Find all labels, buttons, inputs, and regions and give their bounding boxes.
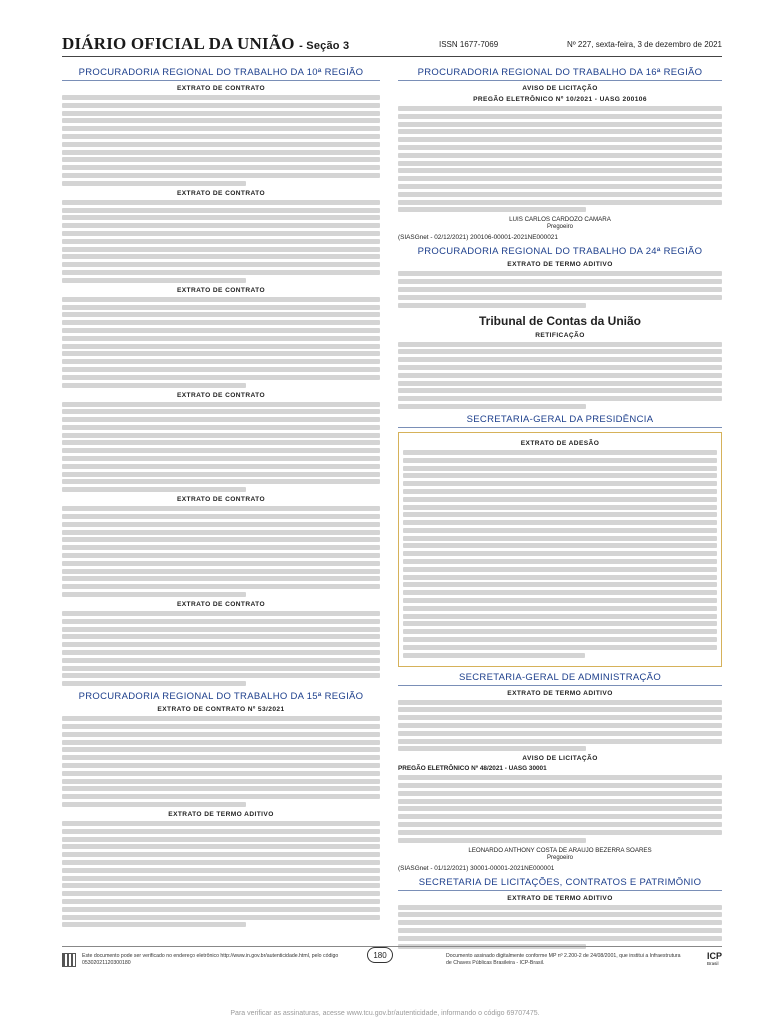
qr-code-icon [62,953,76,967]
signature-note: Documento assinado digitalmente conforme MP nº 2.200-2 de 24/08/2001, que institui a Infraestrutura de Chaves Públicas Brasileira - ICP-Brasil. [446,953,681,966]
subheading: EXTRATO DE CONTRATO [176,85,266,92]
page-footer [62,946,722,974]
notice-text [62,716,380,807]
notice-text [62,506,380,597]
right-column [398,62,722,953]
adhesion-notice-box [398,432,722,667]
subheading: PREGÃO ELETRÔNICO Nº 10/2021 - UASG 200106 [473,96,647,103]
subheading: EXTRATO DE CONTRATO [176,391,266,399]
subheading: EXTRATO DE TERMO ADITIVO [168,810,274,818]
notice-text [62,95,380,186]
siasg-reference: (SIASGnet - 01/12/2021) 30001-00001-2021NE000001 [398,864,555,872]
signature-name: LEONARDO ANTHONY COSTA DE ARAUJO BEZERRA SOARES [468,846,652,854]
section-heading: PROCURADORIA REGIONAL DO TRABALHO DA 15ª REGIÃO [78,691,364,703]
notice-text [62,297,380,388]
section-heading: SECRETARIA-GERAL DA PRESIDÊNCIA [398,414,722,428]
section-heading: SECRETARIA-GERAL DE ADMINISTRAÇÃO [398,672,722,686]
section-heading: PROCURADORIA REGIONAL DO TRABALHO DA 24ª REGIÃO [417,246,703,258]
signature-block [398,216,722,230]
subheading: EXTRATO DE CONTRATO [176,189,266,197]
subheading: EXTRATO DE CONTRATO [176,286,266,294]
section-heading: PROCURADORIA REGIONAL DO TRABALHO DA 16ª REGIÃO [398,67,722,81]
masthead-rule [62,56,722,57]
tender-reference: PREGÃO ELETRÔNICO Nº 48/2021 - UASG 30001 [398,765,547,773]
icp-brasil-logo: ICP Brasil [706,951,722,966]
subheading: AVISO DE LICITAÇÃO [522,85,598,92]
issn: ISSN 1677-7069 [439,40,499,49]
section-heading: PROCURADORIA REGIONAL DO TRABALHO DA 10ª REGIÃO [62,67,380,81]
institution-heading: Tribunal de Contas da União [478,313,642,328]
left-column [62,62,380,931]
siasg-reference: (SIASGnet - 02/12/2021) 200106-00001-2021NE000021 [398,234,558,242]
notice-text [398,106,722,212]
notice-text [398,905,722,949]
signature-role: Pregoeiro [546,224,573,231]
notice-text [62,200,380,283]
signature-name: LUIS CARLOS CARDOZO CAMARA [509,216,611,224]
signature-role: Pregoeiro [546,854,573,861]
subheading: AVISO DE LICITAÇÃO [522,755,598,763]
verification-note: Este documento pode ser verificado no endereço eletrônico http://www.in.gov.br/autenticidade.html, pelo código 05302021120300180 [82,953,339,966]
signature-block [398,847,722,861]
subheading: EXTRATO DE CONTRATO [176,496,266,504]
notice-text [62,402,380,493]
subheading: EXTRATO DE ADESÃO [520,439,600,447]
subheading: EXTRATO DE TERMO ADITIVO [507,261,613,269]
section-heading: SECRETARIA DE LICITAÇÕES, CONTRATOS E PATRIMÔNIO [398,877,722,891]
notice-text [398,700,722,752]
authenticity-note: Para verificar as assinaturas, acesse www.tcu.gov.br/autenticidade, informando o código 69707475. [230,1010,540,1017]
masthead [62,34,722,54]
subheading: EXTRATO DE CONTRATO Nº 53/2021 [157,706,285,714]
notice-text [62,821,380,927]
notice-text [62,611,380,686]
subheading: EXTRATO DE TERMO ADITIVO [507,689,613,697]
publication-title: DIÁRIO OFICIAL DA UNIÃO - Seção 3 [62,34,350,53]
notice-text [398,342,722,409]
issue-date: Nº 227, sexta-feira, 3 de dezembro de 2021 [566,40,722,49]
subheading: EXTRATO DE TERMO ADITIVO [507,894,613,902]
notice-text [398,775,722,842]
notice-text [398,271,722,307]
page-number: 180 [367,947,393,963]
subheading: RETIFICAÇÃO [535,331,585,339]
subheading: EXTRATO DE CONTRATO [176,601,266,609]
notice-text [403,450,717,658]
